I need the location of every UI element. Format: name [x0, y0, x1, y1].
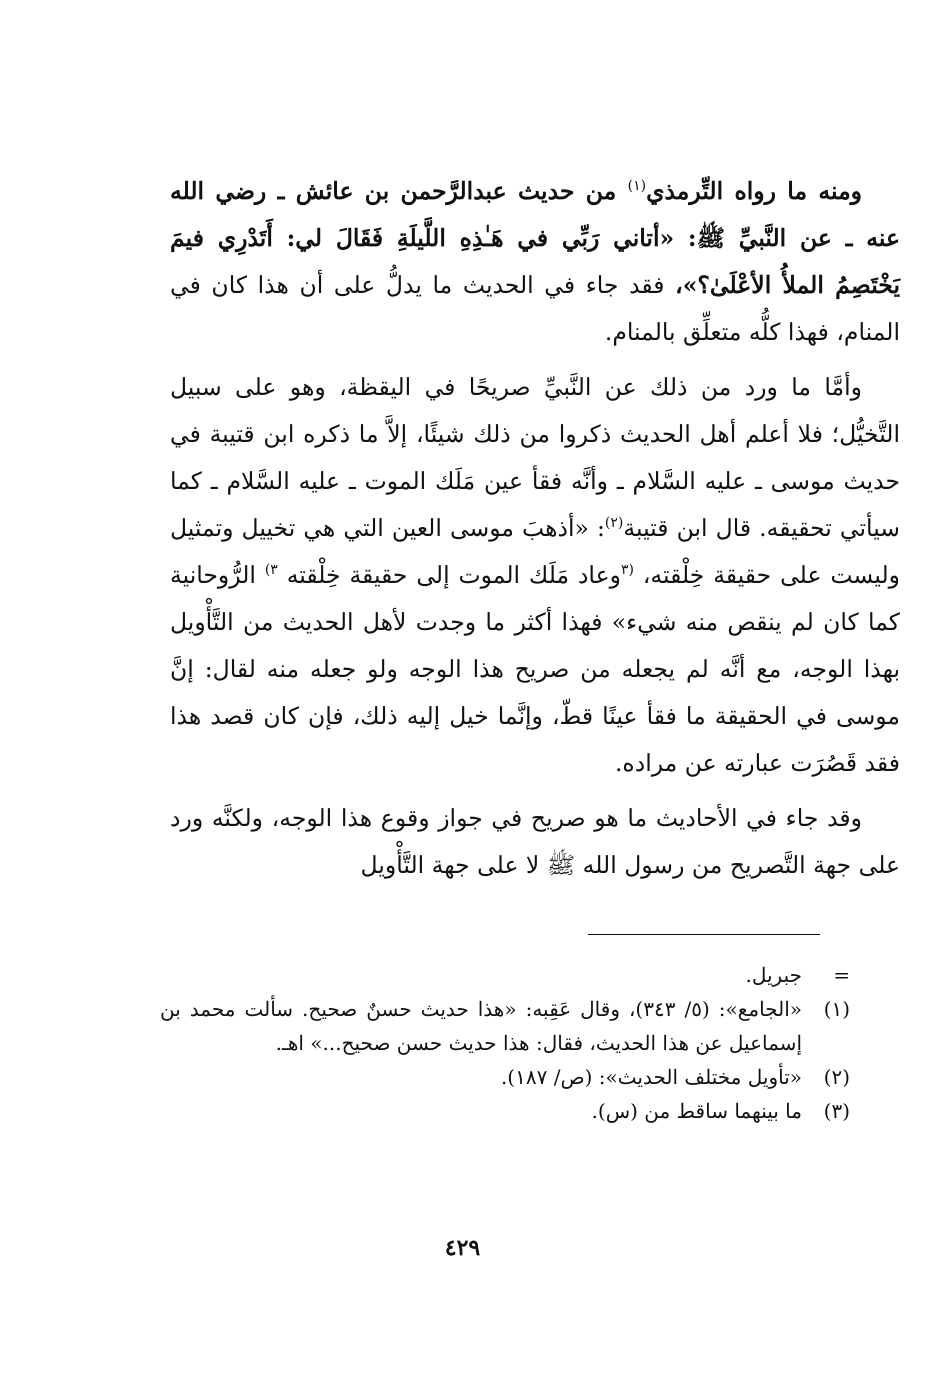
main-text [170, 168, 900, 889]
footnote-continuation [160, 958, 850, 992]
footnote-3 [160, 1094, 850, 1128]
page-number: ٤٢٩ [444, 1235, 481, 1261]
run-2-1: وأمَّا ما ورد من ذلك عن النَّبيِّ صريحًا في اليقظة، وهو على سبيل التَّخيُّل؛ فلا أعلم أهل الحديث ذكروا من ذلك شيئًا، إلاَّ ما ذكره ابن قتيبة في حديث موسى ـ عليه السَّلام ـ وأنَّه فقأ عين مَلَك الموت ـ عليه السَّلام ـ كما سيأتي تحقيقه. قال ابن قتيبة [170, 373, 900, 542]
footnote-text: ما بينهما ساقط من (س). [591, 1099, 802, 1123]
footnote-text: «تأويل مختلف الحديث»: (ص/ ١٨٧). [500, 1065, 802, 1089]
paragraph-3 [170, 795, 900, 889]
footnote-text: جبريل. [745, 963, 802, 987]
footnote-ref-3-close: ٣) [264, 562, 278, 579]
paragraph-1 [170, 168, 900, 356]
run-2-7: الرُّوحانية كما كان لم ينقص منه شيء» فهذا أكثر ما وجدت لأهل الحديث من التَّأْويل بهذا الوجه، مع أنَّه لم يجعله من صريح هذا الوجه ولو جعله منه لقال: إنَّ موسى في الحقيقة ما فقأ عينًا قطّ، وإنَّما خيل إليه ذلك، فإن كان قصد هذا فقد قَصُرَت عبارته عن مراده. [170, 561, 900, 777]
footnote-ref-2: (٢) [604, 515, 624, 532]
footnote-number: = [833, 963, 850, 987]
footnote-number: (١) [823, 997, 850, 1021]
run-2-5: وعاد مَلَك الموت إلى حقيقة خِلْقته [277, 561, 621, 589]
footnote-text: «الجامع»: (٥/ ٣٤٣)، وقال عَقِبه: «هذا حديث حسنٌ صحيح. سألت محمد بن إسماعيل عن هذا الحديث، فقال: هذا حديث حسن صحيح...» اهـ. [160, 997, 802, 1055]
footnote-number: (٣) [823, 1099, 850, 1123]
footnote-number: (٢) [823, 1065, 850, 1089]
run-1-4: فقد جاء في الحديث ما يدلُّ على أن هذا كان في المنام، فهذا كلُّه متعلِّق بالمنام. [170, 271, 900, 346]
footnote-ref-1: (١) [627, 178, 647, 195]
footnote-ref-3-open: (٣ [620, 562, 634, 579]
footnotes [160, 958, 850, 1128]
footnote-separator [588, 934, 820, 935]
footnote-2 [160, 1060, 850, 1094]
paragraph-2 [170, 364, 900, 787]
run-3-1: وقد جاء في الأحاديث ما هو صريح في جواز وقوع هذا الوجه، ولكنَّه ورد على جهة التَّصريح من رسول الله ﷺ لا على جهة التَّأْويل [170, 804, 900, 879]
footnote-1 [160, 992, 850, 1060]
run-1-3: من حديث عبدالرَّحمن بن عائش ـ رضي الله عنه ـ عن النَّبيِّ ﷺ: «أتاني رَبِّي في هَـٰذِهِ اللَّيلَةِ فَقَالَ لي: أَتَدْرِي فيمَ يَخْتَصِمُ الملأُ الأعْلَىٰ؟»، [170, 177, 900, 299]
run-1-1: ومنه ما رواه التِّرمذي [646, 177, 863, 205]
run-2-3: : «أذهبَ موسى العين التي هي تخييل وتمثيل وليست على حقيقة خِلْقته، [170, 514, 900, 589]
